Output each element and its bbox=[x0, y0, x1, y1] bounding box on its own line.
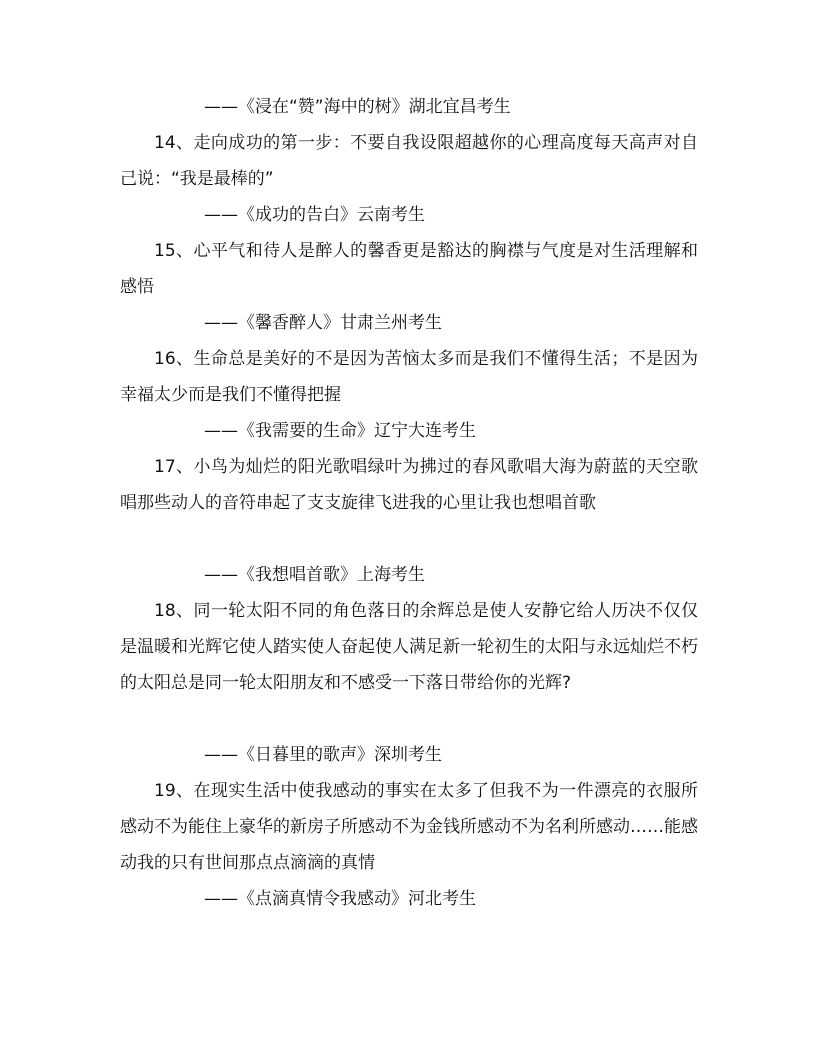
quote-paragraph: 18、同一轮太阳不同的角色落日的余辉总是使人安静它给人历决不仅仅是温暖和光辉它使人踏实使人奋起使人满足新一轮初生的太阳与永远灿烂不朽的太阳总是同一轮太阳朋友和不感受一下落日带给你的光辉? bbox=[120, 601, 698, 693]
quote-paragraph: 16、生命总是美好的不是因为苦恼太多而是我们不懂得生活；不是因为幸福太少而是我们不懂得把握 bbox=[120, 349, 698, 405]
quote-paragraph: 14、走向成功的第一步：不要自我设限超越你的心理高度每天高声对自己说：“我是最棒的” bbox=[120, 133, 698, 189]
source-line: ——《我需要的生命》辽宁大连考生 bbox=[204, 421, 476, 441]
source-line: ——《点滴真情令我感动》河北考生 bbox=[204, 889, 476, 909]
source-line: ——《我想唱首歌》上海考生 bbox=[204, 565, 425, 585]
quote-paragraph: 15、心平气和待人是醉人的馨香更是豁达的胸襟与气度是对生活理解和感悟 bbox=[120, 241, 698, 297]
source-line: ——《成功的告白》云南考生 bbox=[204, 205, 425, 225]
quote-paragraph: 19、在现实生活中使我感动的事实在太多了但我不为一件漂亮的衣服所感动不为能住上豪华的新房子所感动不为金钱所感动不为名利所感动……能感动我的只有世间那点点滴滴的真情 bbox=[120, 781, 698, 873]
source-line: ——《日暮里的歌声》深圳考生 bbox=[204, 745, 442, 765]
source-line: ——《馨香醉人》甘肃兰州考生 bbox=[204, 313, 442, 333]
quote-paragraph: 17、小鸟为灿烂的阳光歌唱绿叶为拂过的春风歌唱大海为蔚蓝的天空歌唱那些动人的音符串起了支支旋律飞进我的心里让我也想唱首歌 bbox=[120, 457, 698, 513]
source-line: ——《浸在“赞”海中的树》湖北宜昌考生 bbox=[204, 97, 511, 117]
